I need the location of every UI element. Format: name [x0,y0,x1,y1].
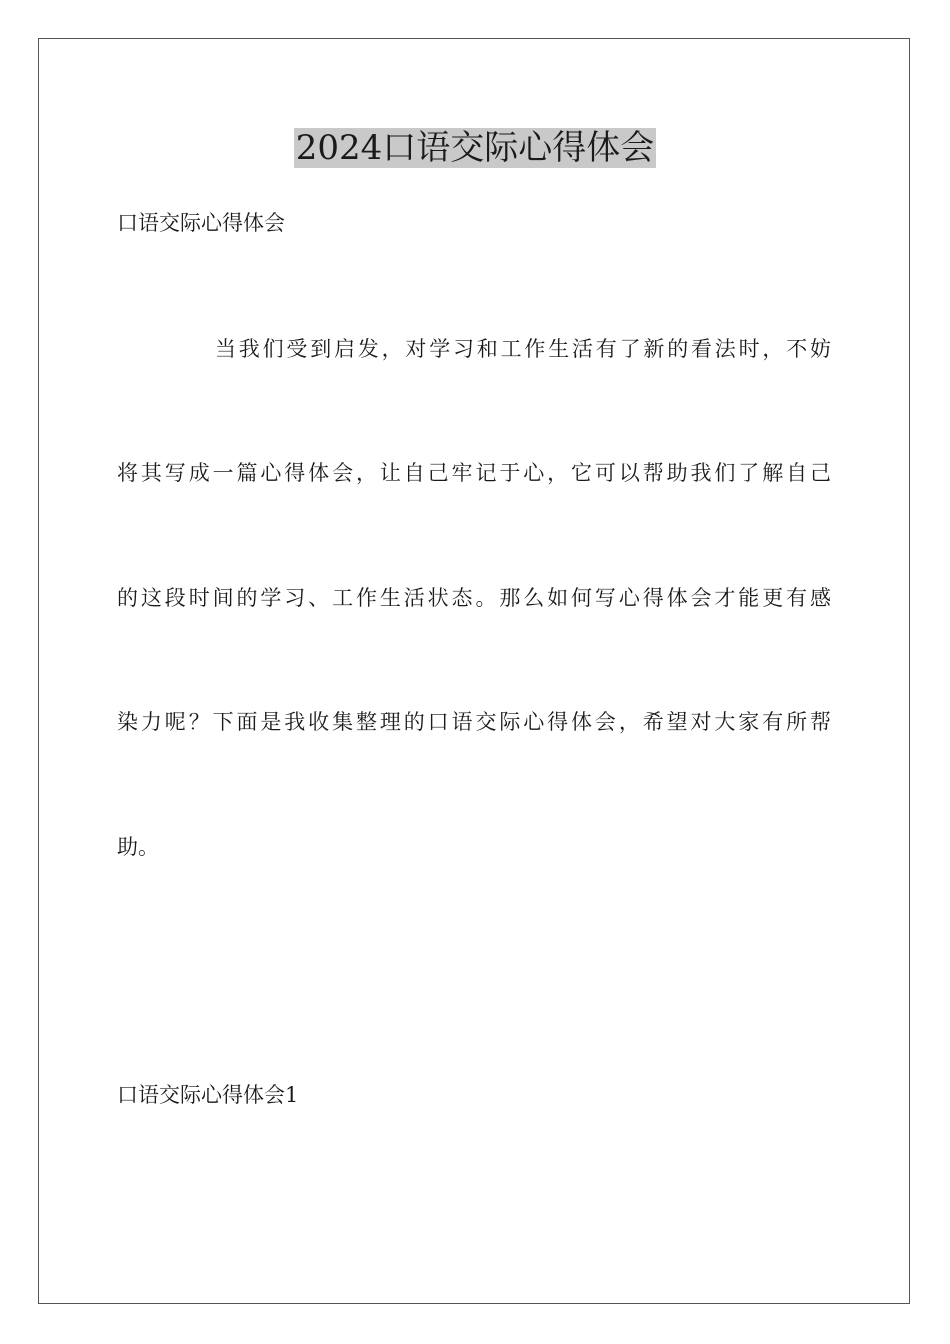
intro-paragraph-line: 当我们受到启发，对学习和工作生活有了新的看法时，不妨 [215,337,831,361]
section-heading: 口语交际心得体会1 [117,1083,299,1107]
document-title [0,124,950,172]
intro-paragraph-line: 将其写成一篇心得体会，让自己牢记于心，它可以帮助我们了解自己 [117,461,831,485]
document-title-text: 2024口语交际心得体会 [295,128,655,168]
intro-paragraph-line: 助。 [117,835,159,859]
document-subheading: 口语交际心得体会 [117,211,285,235]
intro-paragraph-line: 染力呢？下面是我收集整理的口语交际心得体会，希望对大家有所帮 [117,710,831,734]
intro-paragraph-line: 的这段时间的学习、工作生活状态。那么如何写心得体会才能更有感 [117,586,831,610]
